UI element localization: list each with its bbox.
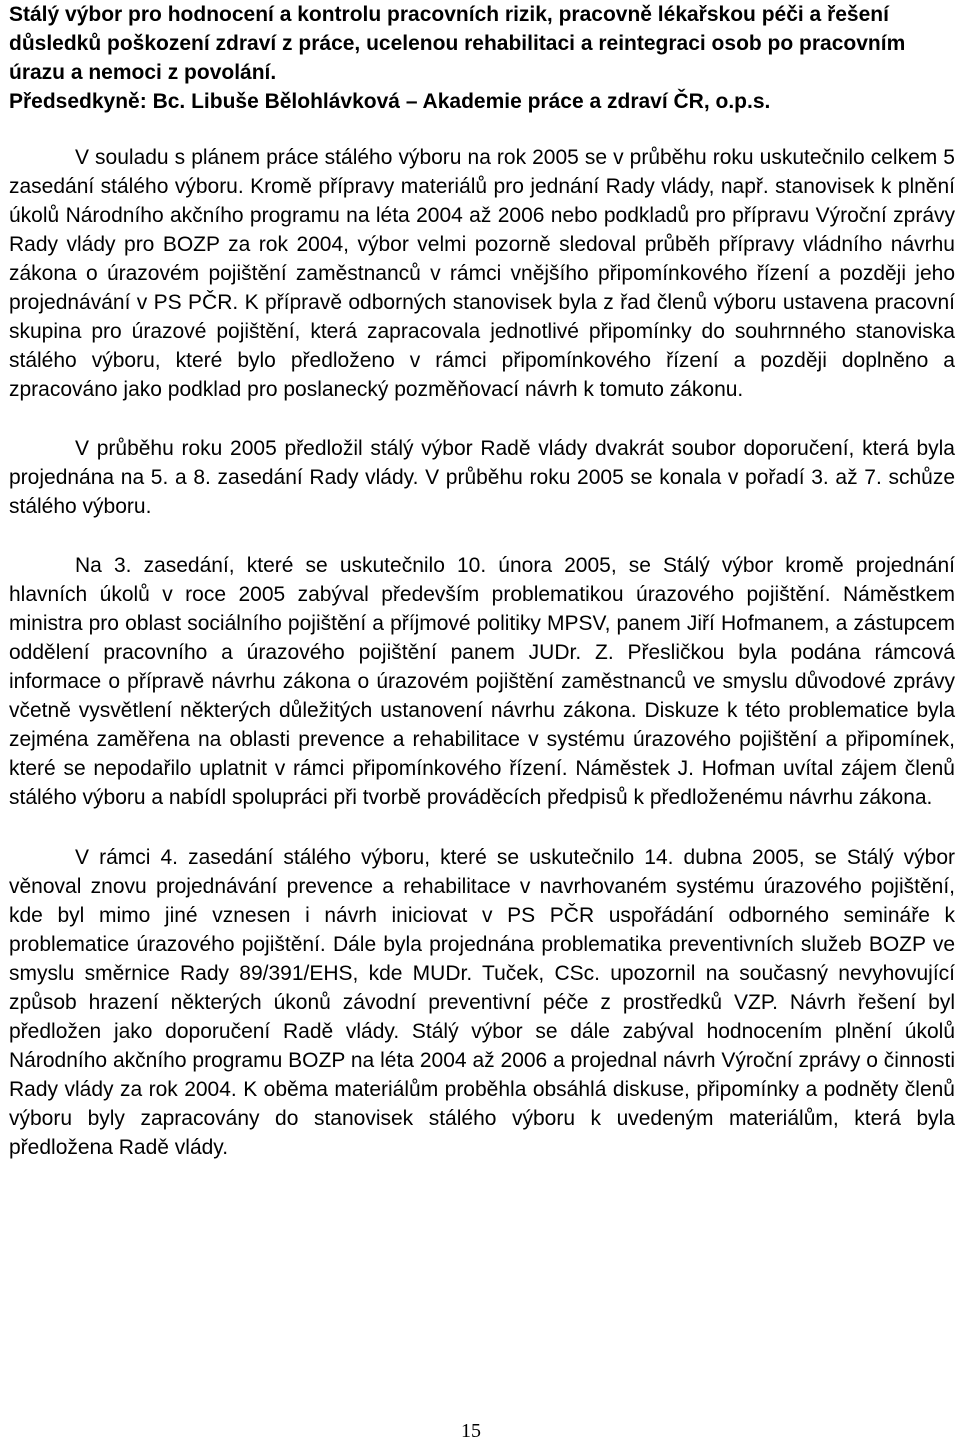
document-page xyxy=(9,0,955,1444)
paragraph-2: V průběhu roku 2005 předložil stálý výbor Radě vlády dvakrát soubor doporučení, která byla projednána na 5. a 8. zasedání Rady vlády. V průběhu roku 2005 se konala v pořadí 3. až 7. schůze stálého výboru. xyxy=(9,437,955,518)
paragraph-4: V rámci 4. zasedání stálého výboru, které se uskutečnilo 14. dubna 2005, se Stálý výbor věnoval znovu projednávání prevence a rehabilitace v navrhovaném systému úrazového pojištění, kde byl mimo jiné vznesen i návrh iniciovat v PS PČR uspořádání odborného semináře k problematice úrazového pojištění. Dále byla projednána problematika preventivních služeb BOZP ve smyslu směrnice Rady 89/391/EHS, kde MUDr. Tuček, CSc. upozornil na současný nevyhovující způsob hrazení některých úkonů závodní preventivní péče z prostředků VZP. Návrh řešení byl předložen jako doporučení Radě vlády. Stálý výbor se dále zabýval hodnocením plnění úkolů Národního akčního programu BOZP na léta 2004 až 2006 a projednal návrh Výroční zprávy o činnosti Rady vlády za rok 2004. K oběma materiálům proběhla obsáhlá diskuse, připomínky a podněty členů výboru byly zapracovány do stanovisek stálého výboru k uvedeným materiálům, která byla předložena Radě vlády. xyxy=(9,846,955,1159)
committee-title-text: Stálý výbor pro hodnocení a kontrolu pracovních rizik, pracovně lékařskou péči a řešení důsledků poškození zdraví z práce, ucelenou rehabilitaci a reintegraci osob po pracovním úrazu a nemoci z povolání. xyxy=(9,3,906,84)
paragraph-1: V souladu s plánem práce stálého výboru na rok 2005 se v průběhu roku uskutečnilo celkem 5 zasedání stálého výboru. Kromě přípravy materiálů pro jednání Rady vlády, např. stanovisek k plnění úkolů Národního akčního programu na léta 2004 až 2006 nebo podkladů pro přípravu Výroční zprávy Rady vlády pro BOZP za rok 2004, výbor velmi pozorně sledoval průběh přípravy vládního návrhu zákona o úrazovém pojištění zaměstnanců v rámci vnějšího připomínkového řízení a později jeho projednávání v PS PČR. K přípravě odborných stanovisek byla z řad členů výboru ustavena pracovní skupina pro úrazové pojištění, která zapracovala jednotlivé připomínky do souhrnného stanoviska stálého výboru, které bylo předloženo v rámci připomínkového řízení a později doplněno a zpracováno jako podklad pro poslanecký pozměňovací návrh k tomuto zákonu. xyxy=(9,146,955,401)
chairperson-line: Předsedkyně: Bc. Libuše Bělohlávková – Akademie práce a zdraví ČR, o.p.s. xyxy=(9,90,771,113)
page-number: 15 xyxy=(461,1420,481,1442)
paragraph-3: Na 3. zasedání, které se uskutečnilo 10. února 2005, se Stálý výbor kromě projednání hlavních úkolů v roce 2005 zabýval především problematikou úrazového pojištění. Náměstkem ministra pro oblast sociálního pojištění a příjmové politiky MPSV, panem Jiří Hofmanem, a zástupcem oddělení pracovního a úrazového pojištění panem JUDr. Z. Přesličkou byla podána rámcová informace o přípravě návrhu zákona o úrazovém pojištění zaměstnanců ve smyslu důvodové zprávy včetně vysvětlení některých důležitých ustanovení návrhu zákona. Diskuze k této problematice byla zejména zaměřena na oblasti prevence a rehabilitace v systému úrazového pojištění a připomínek, které se nepodařilo uplatnit v rámci připomínkového řízení. Náměstek J. Hofman uvítal zájem členů stálého výboru a nabídl spolupráci při tvorbě prováděcích předpisů k předloženému návrhu zákona. xyxy=(9,554,955,809)
committee-title xyxy=(9,0,955,116)
